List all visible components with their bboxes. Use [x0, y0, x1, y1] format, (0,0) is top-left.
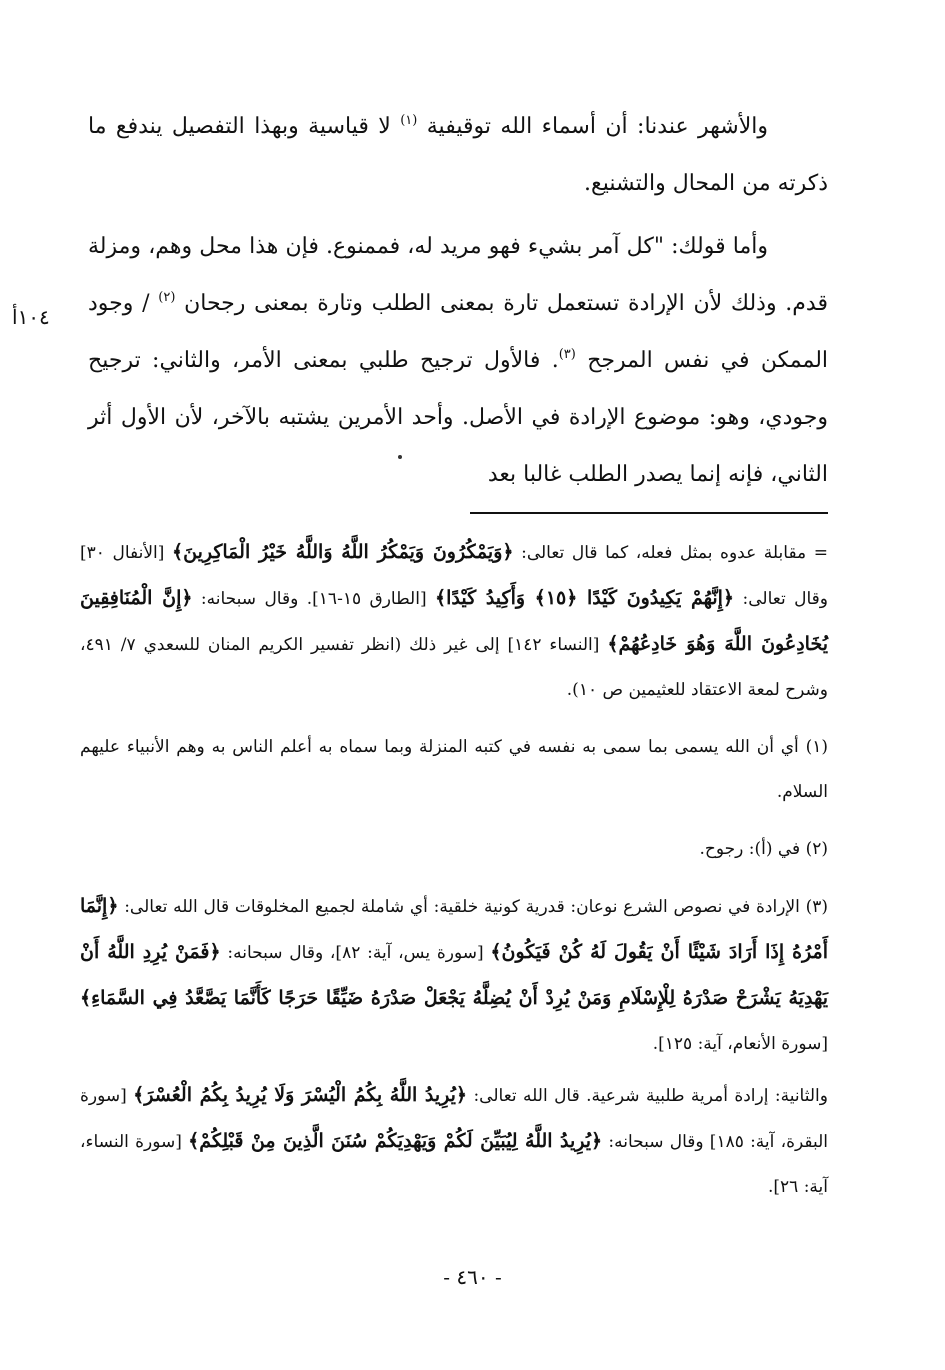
- footnote-text: [سورة البقرة، آية: ١٨٥] وقال سبحانه:: [80, 1086, 828, 1152]
- footnote-ref-1: (١): [400, 112, 418, 128]
- stray-mark: [398, 455, 402, 459]
- paragraph-1: [88, 98, 828, 212]
- footnote-separator: [470, 512, 828, 514]
- footnote-text: (٣) الإرادة في نصوص الشرع نوعان: قدرية كونية خلقية: أي شاملة لجميع المخلوقات قال الله تعالى:: [118, 897, 828, 917]
- paragraph-1-text: والأشهر عندنا: أن أسماء الله توقيفية: [417, 114, 768, 139]
- quran-verse: ﴿إِنَّهُمْ يَكِيدُونَ كَيْدًا ﴿١٥﴾ وَأَكِيدُ كَيْدًا﴾: [435, 587, 735, 609]
- footnote-text: [الأنفال ٣٠] وقال تعالى:: [80, 543, 828, 609]
- footnote-2: (٢) في (أ): رجوح.: [699, 839, 828, 859]
- quran-verse: ﴿إِنَّ الْمُنَافِقِينَ يُخَادِعُونَ اللَّهَ وَهُوَ خَادِعُهُمْ﴾: [80, 587, 828, 655]
- paragraph-2-tail: . فالأول ترجيح طلبي بمعنى الأمر، والثاني: ترجيح وجودي، وهو: موضوع الإرادة في الأصل. وأحد الأمرين يشتبه بالآخر، لأن الأول أثر الثاني، فإنه إنما يصدر الطلب غالبا بعد: [88, 348, 828, 487]
- quran-verse: ﴿إِنَّمَا أَمْرُهُ إِذَا أَرَادَ شَيْئًا أَنْ يَقُولَ لَهُ كُنْ فَيَكُونُ﴾: [80, 895, 828, 963]
- footnote-text: [الطارق ١٥-١٦]. وقال سبحانه:: [192, 589, 436, 609]
- footnote-text: = مقابلة عدوه بمثل فعله، كما قال تعالى:: [513, 543, 828, 563]
- paragraph-1-tail: لا قياسية وبهذا التفصيل يندفع ما ذكرته من المحال والتشنيع.: [88, 114, 828, 196]
- quran-verse: ﴿يُرِيدُ اللَّهُ لِيُبَيِّنَ لَكُمْ وَيَهْدِيَكُمْ سُنَنَ الَّذِينَ مِنْ قَبْلِكُمْ﴾: [188, 1130, 603, 1152]
- footnote-text: [النساء ١٤٢] إلى غير ذلك (انظر تفسير الكريم المنان للسعدي ٧/ ٤٩١، وشرح لمعة الاعتقاد للعثيمين ص ١٠).: [80, 635, 828, 700]
- paragraph-2-text: وأما قولك: "كل آمر بشيء فهو مريد له، فممنوع. فإن هذا محل وهم، ومزلة قدم. وذلك لأن الإرادة تستعمل تارة بمعنى الطلب وتارة بمعنى رجحان: [88, 234, 828, 316]
- paragraph-2-middle: / وجود الممكن في نفس المرجح: [88, 291, 829, 373]
- main-text: [88, 98, 828, 503]
- footnote-text: والثانية: إرادة أمرية طلبية شرعية. قال الله تعالى:: [467, 1086, 828, 1106]
- page-number: - ٤٦٠ -: [443, 1265, 502, 1289]
- footnote-1: (١) أي أن الله يسمى بما سمى به نفسه في كتبه المنزلة وبما سماه به أعلم الناس به وهم الأنبياء عليهم السلام.: [80, 737, 828, 802]
- footnote-text: [سورة الأنعام، آية: ١٢٥].: [652, 1034, 828, 1054]
- manuscript-folio-marker: ١٠٤أ: [12, 305, 50, 329]
- quran-verse: ﴿وَيَمْكُرُونَ وَيَمْكُرُ اللَّهُ وَاللَّهُ خَيْرُ الْمَاكِرِينَ﴾: [171, 541, 514, 563]
- footnote-ref-2: (٢): [158, 289, 176, 305]
- footnote-continuation: [80, 530, 828, 713]
- footnote-ref-3: (٣): [558, 346, 576, 362]
- paragraph-2: [88, 218, 828, 503]
- quran-verse: ﴿فَمَنْ يُرِدِ اللَّهُ أَنْ يَهْدِيَهُ يَشْرَحْ صَدْرَهُ لِلْإِسْلَامِ وَمَنْ يُرِدْ أَنْ يُضِلَّهُ يَجْعَلْ صَدْرَهُ ضَيِّقًا حَرَجًا كَأَنَّمَا يَصَّعَّدُ فِي السَّمَاءِ﴾: [80, 941, 828, 1009]
- footnote-text: [سورة النساء، آية: ٢٦].: [80, 1132, 828, 1197]
- footnote-3-second-part: [80, 1073, 828, 1210]
- footnote-3: [80, 884, 828, 1067]
- quran-verse: ﴿يُرِيدُ اللَّهُ بِكُمُ الْيُسْرَ وَلَا يُرِيدُ بِكُمُ الْعُسْرَ﴾: [133, 1084, 468, 1106]
- footnotes: [80, 530, 828, 1210]
- footnote-text: [سورة يس، آية: ٨٢]، وقال سبحانه:: [220, 943, 491, 963]
